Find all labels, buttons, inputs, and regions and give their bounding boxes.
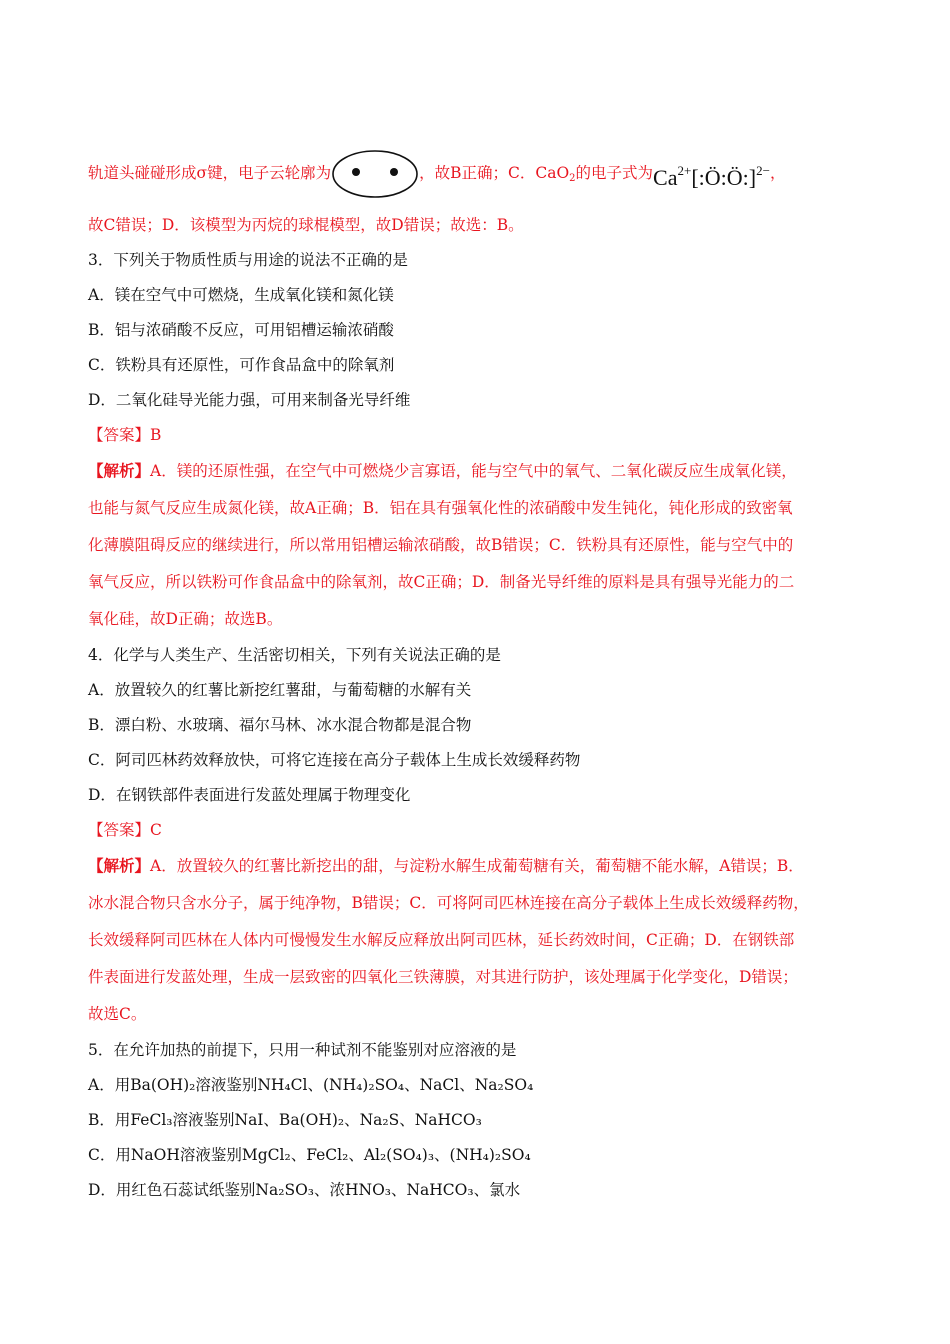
q4-analysis-line-5: 故选C。 — [88, 1005, 147, 1023]
q4-answer: 【答案】C — [88, 821, 162, 839]
text-segment: 的电子式为 — [575, 164, 654, 182]
q4-option-b: B．漂白粉、水玻璃、福尔马林、冰水混合物都是混合物 — [88, 716, 472, 734]
analysis-label: 【解析】 — [88, 461, 151, 480]
q5-option-a: A．用Ba(OH)₂溶液鉴别NH₄Cl、(NH₄)₂SO₄、NaCl、Na₂SO₄ — [88, 1076, 534, 1094]
q3-analysis-line-5: 氧化硅，故D正确；故选B。 — [88, 610, 283, 628]
analysis-label: 【解析】 — [88, 856, 151, 875]
q5-option-d: D．用红色石蕊试纸鉴别Na₂SO₃、浓HNO₃、NaHCO₃、氯水 — [88, 1181, 521, 1199]
q5-option-b: B．用FeCl₃溶液鉴别NaI、Ba(OH)₂、Na₂S、NaHCO₃ — [88, 1111, 482, 1129]
q3-stem: 3．下列关于物质性质与用途的说法不正确的是 — [88, 251, 408, 269]
q5-stem: 5．在允许加热的前提下，只用一种试剂不能鉴别对应溶液的是 — [88, 1041, 517, 1059]
text-segment: 轨道头碰碰形成σ键，电子云轮廓为 — [88, 164, 332, 182]
prev-analysis-line-1 — [88, 148, 785, 200]
formula-peroxide-charge: 2− — [756, 162, 770, 178]
text-segment: ， — [769, 164, 786, 182]
q4-analysis-line-3: 长效缓释阿司匹林在人体内可慢慢发生水解反应释放出阿司匹林，延长药效时间，C正确；D．在钢铁部 — [88, 931, 795, 949]
q3-analysis-line-4: 氧气反应，所以铁粉可作食品盒中的除氧剂，故C正确；D．制备光导纤维的原料是具有强导光能力的二 — [88, 573, 795, 591]
text-segment: ，故B正确；C．CaO — [419, 164, 570, 182]
q3-option-d: D．二氧化硅导光能力强，可用来制备光导纤维 — [88, 391, 411, 409]
electron-cloud-ellipse-figure — [331, 148, 419, 200]
q4-analysis-line-4: 件表面进行发蓝处理，生成一层致密的四氧化三铁薄膜，对其进行防护，该处理属于化学变化，D错误； — [88, 968, 798, 986]
q3-analysis-line-1 — [88, 461, 797, 481]
formula-peroxide: [:Ö:Ö:] — [691, 164, 757, 190]
subscript: 2 — [569, 173, 576, 184]
q3-option-a: A．镁在空气中可燃烧，生成氧化镁和氮化镁 — [88, 286, 394, 304]
q4-option-c: C．阿司匹林药效释放快，可将它连接在高分子载体上生成长效缓释药物 — [88, 751, 581, 769]
q3-option-b: B．铝与浓硝酸不反应，可用铝槽运输浓硝酸 — [88, 321, 394, 339]
analysis-text: A．放置较久的红薯比新挖出的甜，与淀粉水解生成葡萄糖有关，葡萄糖不能水解，A错误；B． — [150, 857, 804, 875]
q4-option-a: A．放置较久的红薯比新挖红薯甜，与葡萄糖的水解有关 — [88, 681, 472, 699]
cao2-electron-formula — [653, 161, 770, 188]
analysis-text: A．镁的还原性强，在空气中可燃烧少言寡语，能与空气中的氧气、二氧化碳反应生成氧化镁， — [150, 462, 797, 480]
q3-analysis-line-3: 化薄膜阻碍反应的继续进行，所以常用铝槽运输浓硝酸，故B错误；C．铁粉具有还原性，能与空气中的 — [88, 536, 794, 554]
q3-answer: 【答案】B — [88, 426, 162, 444]
q4-analysis-line-2: 冰水混合物只含水分子，属于纯净物，B错误；C．可将阿司匹林连接在高分子载体上生成长效缓释药物， — [88, 894, 809, 912]
formula-ca: Ca — [653, 164, 678, 190]
q4-analysis-line-1 — [88, 856, 804, 876]
q5-option-c: C．用NaOH溶液鉴别MgCl₂、FeCl₂、Al₂(SO₄)₃、(NH₄)₂SO₄ — [88, 1146, 531, 1164]
q4-stem: 4．化学与人类生产、生活密切相关，下列有关说法正确的是 — [88, 646, 501, 664]
q3-option-c: C．铁粉具有还原性，可作食品盒中的除氧剂 — [88, 356, 395, 374]
q4-option-d: D．在钢铁部件表面进行发蓝处理属于物理变化 — [88, 786, 411, 804]
formula-ca-charge: 2+ — [677, 162, 692, 178]
q3-analysis-line-2: 也能与氮气反应生成氮化镁，故A正确；B．铝在具有强氧化性的浓硝酸中发生钝化，钝化形成的致密氧 — [88, 499, 793, 517]
prev-analysis-line-2: 故C错误；D．该模型为丙烷的球棍模型，故D错误；故选：B。 — [88, 216, 524, 234]
